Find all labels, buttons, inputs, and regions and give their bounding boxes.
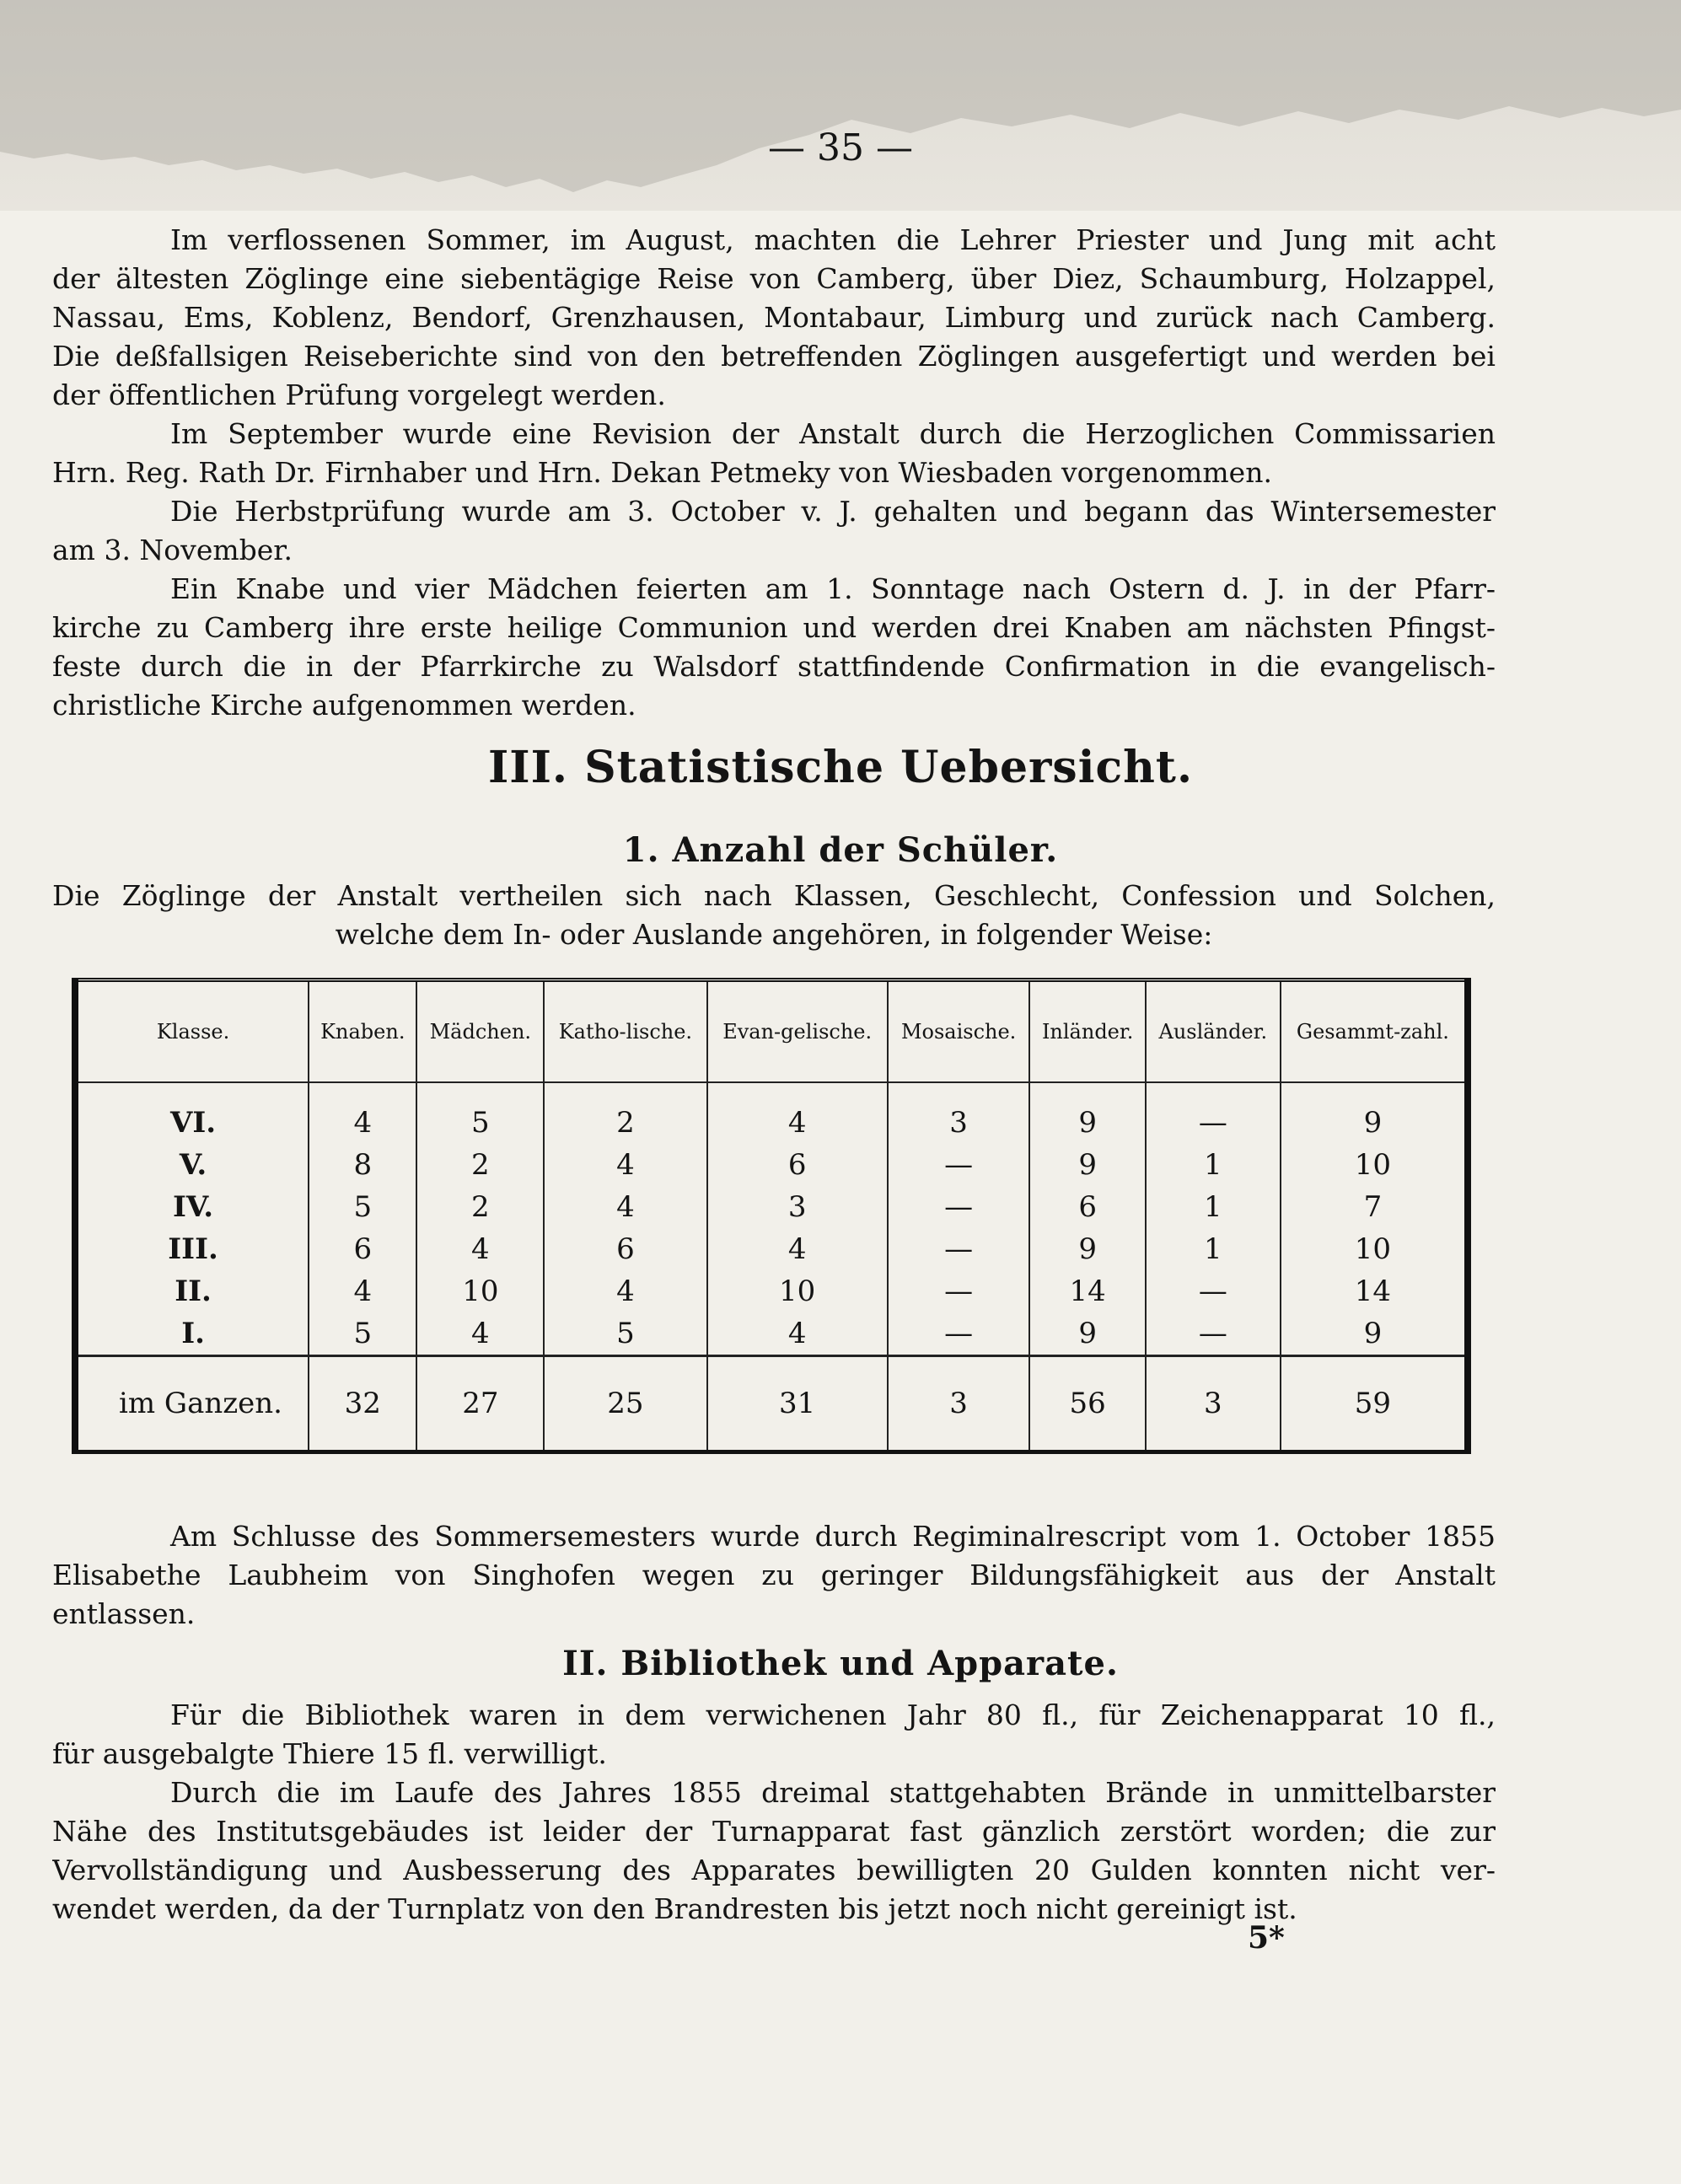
- text-line: Die Zöglinge der Anstalt vertheilen sich nach Klassen, Geschlecht, Confession und Solchen,: [52, 879, 1496, 912]
- table-row: [75, 1312, 1468, 1356]
- text-line: Für die Bibliothek waren in dem verwichenen Jahr 80 fl., für Zeichenapparat 10 fl.,: [170, 1698, 1496, 1731]
- table-cell: 6: [707, 1144, 888, 1186]
- table-cell: —: [888, 1144, 1030, 1186]
- table-cell: 5: [544, 1312, 706, 1356]
- table-cell: 10: [1281, 1144, 1468, 1186]
- table-cell: —: [888, 1228, 1030, 1270]
- column-header: Katho-lische.: [544, 980, 706, 1083]
- table-cell: 1: [1146, 1186, 1281, 1228]
- text-line: Im September wurde eine Revision der Anstalt durch die Herzoglichen Commissarien: [170, 417, 1496, 450]
- text-line: feste durch die in der Pfarrkirche zu Walsdorf stattfindende Confirmation in die evangelisch-: [52, 650, 1496, 683]
- column-header: Mädchen.: [416, 980, 544, 1083]
- table-cell: 6: [1029, 1186, 1145, 1228]
- text-line: wendet werden, da der Turnplatz von den Brandresten bis jetzt noch nicht gereinigt ist.: [52, 1892, 1297, 1925]
- opening-paragraphs: [52, 221, 1496, 725]
- table-cell: 27: [416, 1356, 544, 1452]
- table-cell: 25: [544, 1356, 706, 1452]
- text-line: der öffentlichen Prüfung vorgelegt werden.: [52, 378, 666, 411]
- column-header: Ausländer.: [1146, 980, 1281, 1083]
- table-cell: 4: [309, 1082, 416, 1144]
- table-cell: 3: [707, 1186, 888, 1228]
- table-cell: 4: [544, 1186, 706, 1228]
- table-cell: VI.: [170, 1106, 217, 1140]
- table-cell: 9: [1029, 1312, 1145, 1356]
- table-cell: —: [1146, 1082, 1281, 1144]
- column-header: Mosaische.: [888, 980, 1030, 1083]
- text-line: kirche zu Camberg ihre erste heilige Communion und werden drei Knaben am nächsten Pfingst-: [52, 611, 1496, 644]
- table-cell: 5: [416, 1082, 544, 1144]
- text-line: der ältesten Zöglinge eine siebentägige Reise von Camberg, über Diez, Schaumburg, Holzappel,: [52, 262, 1496, 295]
- table-cell: 2: [416, 1144, 544, 1186]
- table-cell: 59: [1281, 1356, 1468, 1452]
- column-header: Knaben.: [309, 980, 416, 1083]
- torn-top-edge: [0, 0, 1681, 211]
- table-cell: —: [1146, 1270, 1281, 1312]
- text-line: Durch die im Laufe des Jahres 1855 dreimal stattgehabten Brände in unmittelbarster: [170, 1776, 1496, 1809]
- table-row: [75, 1270, 1468, 1312]
- table-cell: 10: [416, 1270, 544, 1312]
- torn-edge-shape: [0, 0, 1681, 211]
- table-cell: V.: [179, 1148, 207, 1182]
- column-header: Evan-gelische.: [707, 980, 888, 1083]
- table-row: [75, 1186, 1468, 1228]
- table-row: [75, 1228, 1468, 1270]
- text-line: Elisabethe Laubheim von Singhofen wegen zu geringer Bildungsfähigkeit aus der Anstalt: [52, 1559, 1496, 1591]
- table-cell: 14: [1029, 1270, 1145, 1312]
- text-line: Ein Knabe und vier Mädchen feierten am 1. Sonntage nach Ostern d. J. in der Pfarr-: [170, 572, 1496, 605]
- text-line: Vervollständigung und Ausbesserung des Apparates bewilligten 20 Gulden konnten nicht ver-: [52, 1854, 1496, 1886]
- table-cell: 6: [309, 1228, 416, 1270]
- table-intro: [52, 877, 1496, 954]
- text-line: christliche Kirche aufgenommen werden.: [52, 689, 636, 722]
- table-cell: 2: [544, 1082, 706, 1144]
- section-heading: II. Bibliothek und Apparate.: [562, 1644, 1119, 1683]
- text-line: Die deßfallsigen Reiseberichte sind von den betreffenden Zöglingen ausgefertigt und werden bei: [52, 340, 1496, 373]
- text-line: welche dem In- oder Auslande angehören, in folgender Weise:: [335, 918, 1213, 951]
- column-header: Klasse.: [75, 980, 309, 1083]
- table-cell: 2: [416, 1186, 544, 1228]
- table-cell: 9: [1029, 1082, 1145, 1144]
- text-line: Hrn. Reg. Rath Dr. Firnhaber und Hrn. Dekan Petmeky von Wiesbaden vorgenommen.: [52, 456, 1272, 489]
- table-cell: 5: [309, 1186, 416, 1228]
- table-cell: 56: [1029, 1356, 1145, 1452]
- text-line: am 3. November.: [52, 534, 293, 566]
- table-cell: 4: [416, 1228, 544, 1270]
- text-line: Die Herbstprüfung wurde am 3. October v. J. gehalten und begann das Wintersemester: [170, 495, 1496, 528]
- table-cell: 4: [544, 1144, 706, 1186]
- table-cell: —: [1146, 1312, 1281, 1356]
- table-cell: 4: [544, 1270, 706, 1312]
- table-cell: III.: [168, 1232, 218, 1266]
- table-cell: 1: [1146, 1144, 1281, 1186]
- table-cell: 3: [1146, 1356, 1281, 1452]
- library-paragraphs: [52, 1696, 1496, 1929]
- table-total-row: [75, 1356, 1468, 1452]
- table-cell: 4: [707, 1228, 888, 1270]
- text-line: Nähe des Institutsgebäudes ist leider der Turnapparat fast gänzlich zerstört worden; die zur: [52, 1815, 1496, 1848]
- page-number: — 35 —: [768, 126, 913, 169]
- text-line: Im verflossenen Sommer, im August, machten die Lehrer Priester und Jung mit acht: [170, 223, 1496, 256]
- table-cell: 10: [1281, 1228, 1468, 1270]
- text-line: Nassau, Ems, Koblenz, Bendorf, Grenzhausen, Montabaur, Limburg und zurück nach Camberg.: [52, 301, 1496, 334]
- table-header-row: [75, 980, 1468, 1083]
- table-cell: 5: [309, 1312, 416, 1356]
- table-cell: II.: [175, 1274, 212, 1308]
- signature-mark: 5*: [1248, 1920, 1285, 1956]
- table-cell: im Ganzen.: [75, 1356, 309, 1452]
- student-statistics-table: [72, 978, 1471, 1454]
- table-cell: 3: [888, 1356, 1030, 1452]
- table-cell: 9: [1029, 1144, 1145, 1186]
- table-cell: 4: [707, 1312, 888, 1356]
- table-cell: 1: [1146, 1228, 1281, 1270]
- table-cell: —: [888, 1270, 1030, 1312]
- table-cell: 14: [1281, 1270, 1468, 1312]
- table-cell: 4: [707, 1082, 888, 1144]
- table-cell: 9: [1281, 1082, 1468, 1144]
- table-cell: 4: [416, 1312, 544, 1356]
- table-cell: —: [888, 1312, 1030, 1356]
- subsection-heading: 1. Anzahl der Schüler.: [622, 830, 1059, 870]
- table-cell: I.: [181, 1317, 205, 1350]
- table-cell: 3: [888, 1082, 1030, 1144]
- text-line: für ausgebalgte Thiere 15 fl. verwilligt.: [52, 1737, 607, 1770]
- table-cell: 7: [1281, 1186, 1468, 1228]
- table-cell: 6: [544, 1228, 706, 1270]
- table-cell: IV.: [172, 1190, 214, 1224]
- section-heading: III. Statistische Uebersicht.: [487, 742, 1194, 793]
- table-cell: 9: [1281, 1312, 1468, 1356]
- table-row: [75, 1082, 1468, 1144]
- column-header: Inländer.: [1029, 980, 1145, 1083]
- table-cell: 8: [309, 1144, 416, 1186]
- table-cell: 31: [707, 1356, 888, 1452]
- table-cell: 9: [1029, 1228, 1145, 1270]
- column-header: Gesammt-zahl.: [1281, 980, 1468, 1083]
- table-cell: 32: [309, 1356, 416, 1452]
- text-line: entlassen.: [52, 1597, 196, 1630]
- table-cell: 4: [309, 1270, 416, 1312]
- after-table-paragraph: [52, 1517, 1496, 1634]
- text-line: Am Schlusse des Sommersemesters wurde durch Regiminalrescript vom 1. October 1855: [170, 1520, 1496, 1553]
- table-row: [75, 1144, 1468, 1186]
- table-cell: 10: [707, 1270, 888, 1312]
- table-cell: —: [888, 1186, 1030, 1228]
